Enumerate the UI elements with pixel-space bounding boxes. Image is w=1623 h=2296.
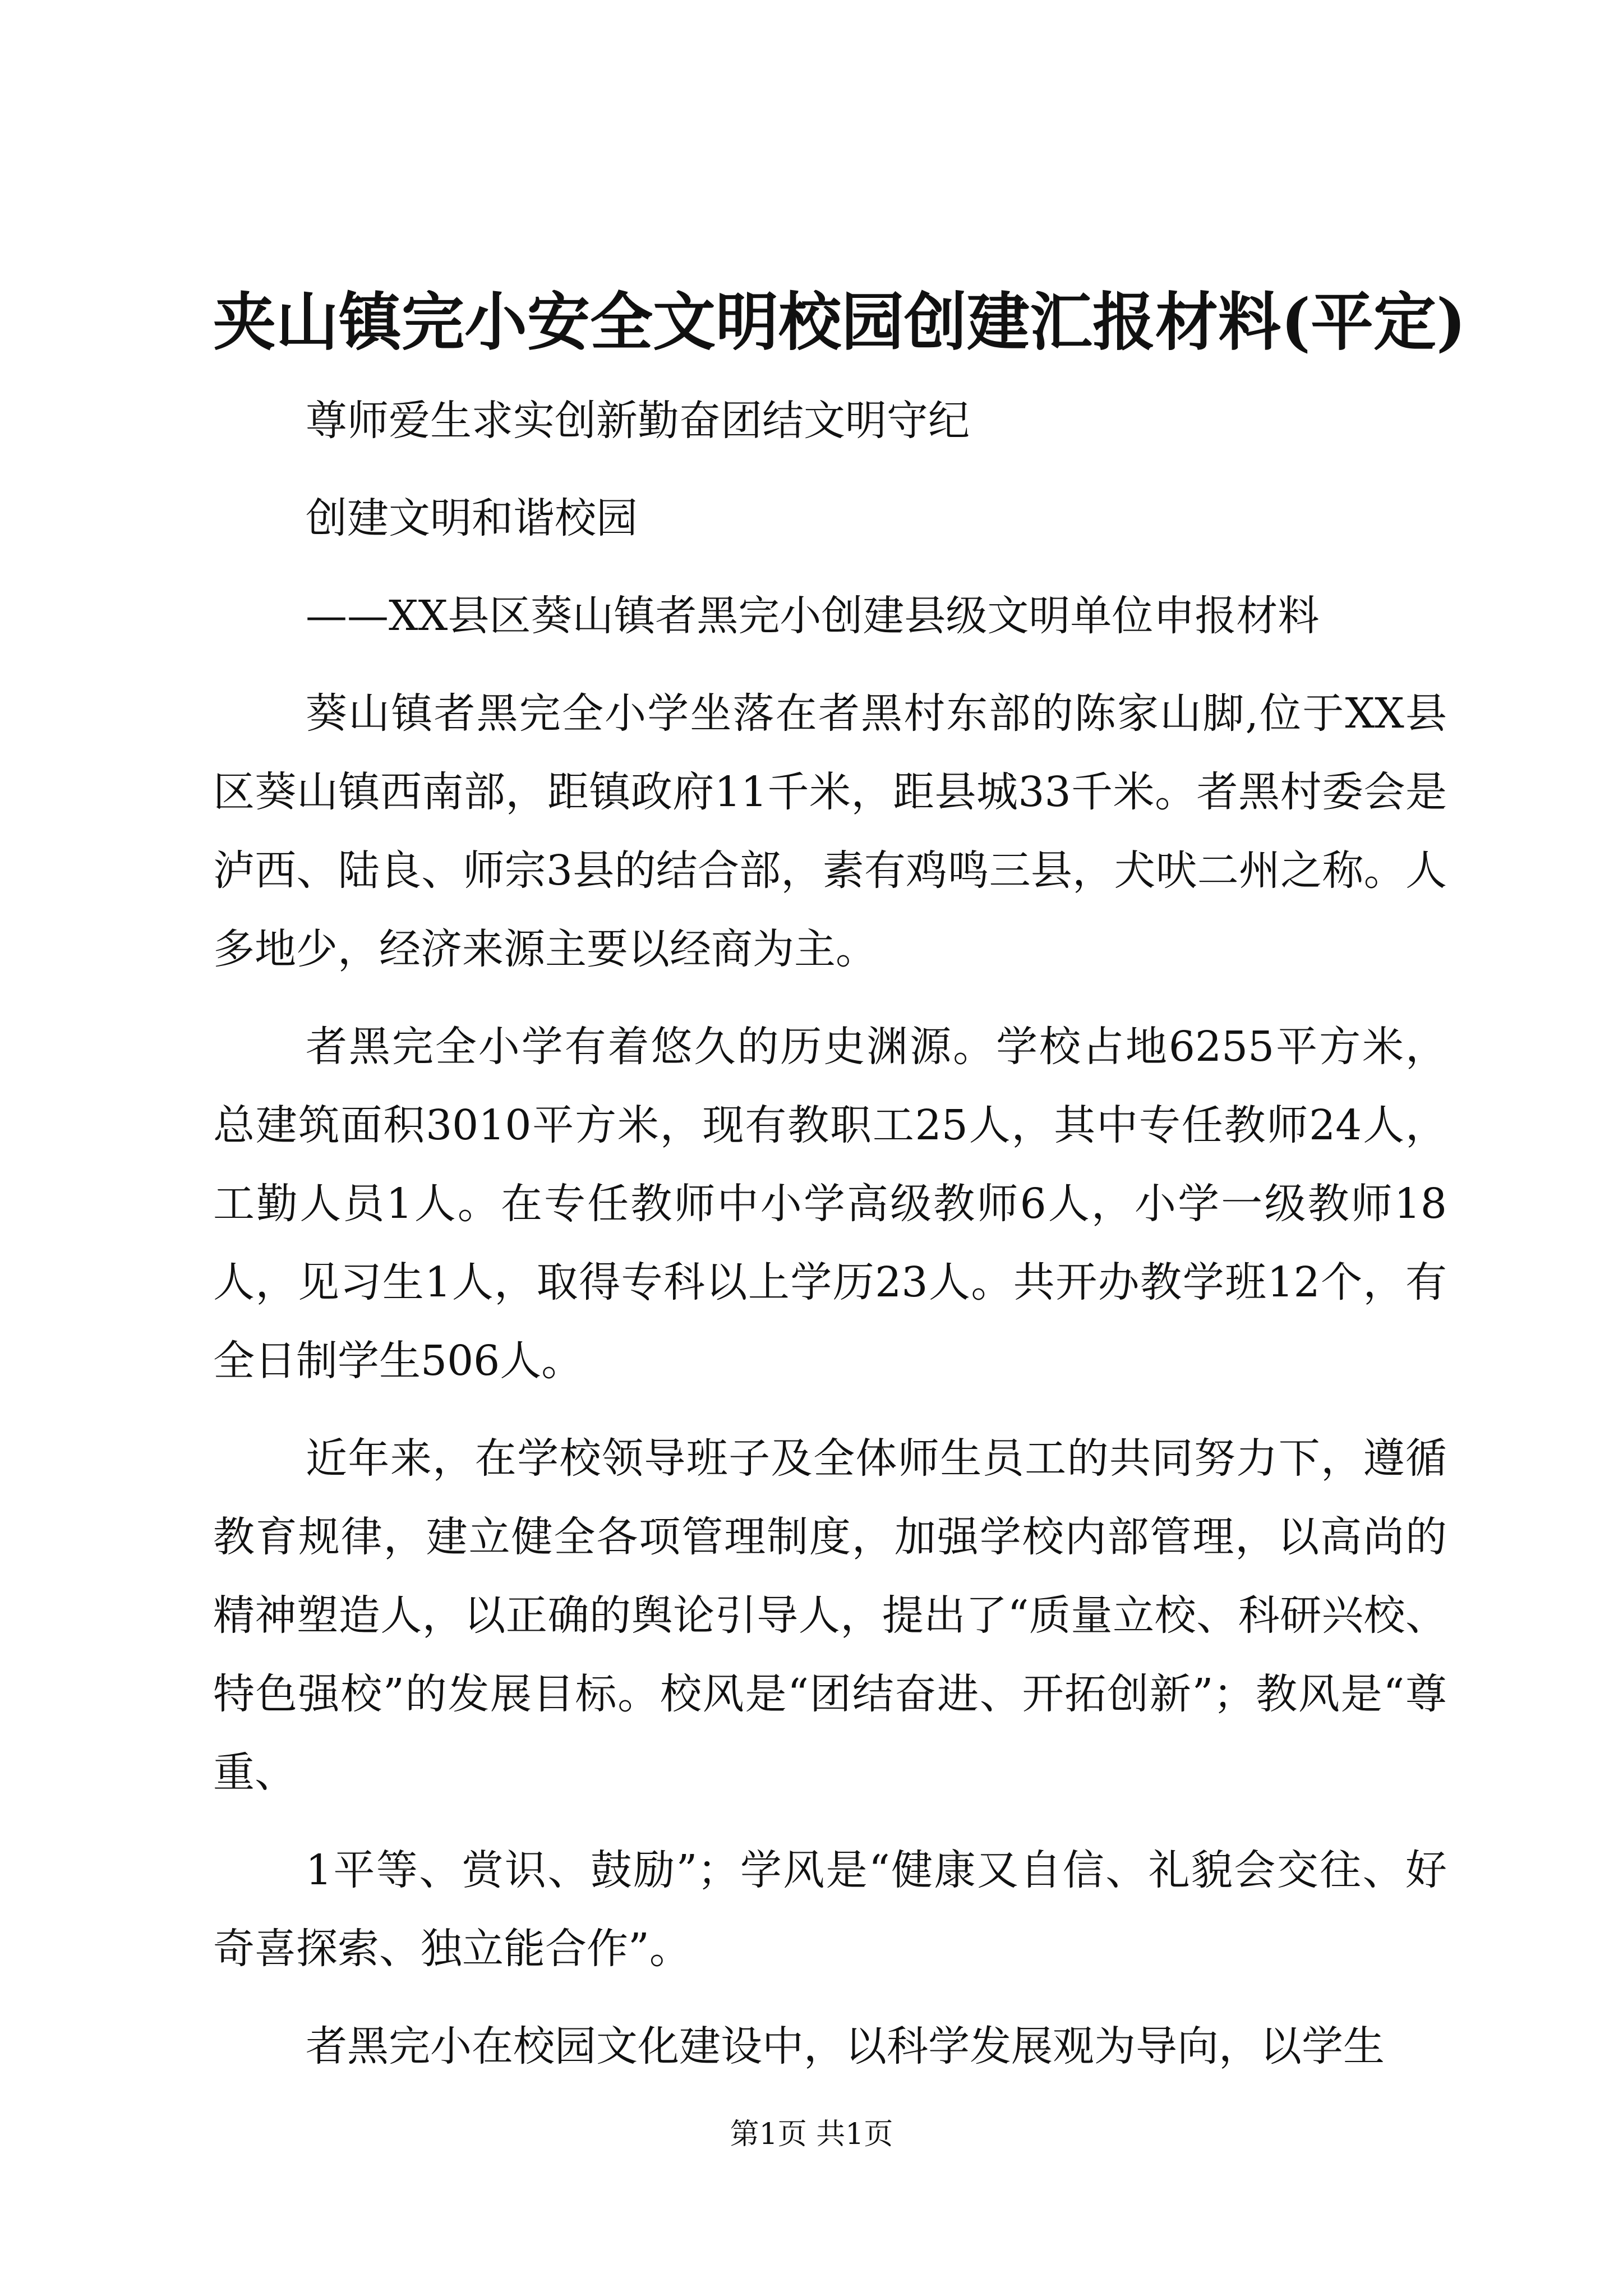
paragraph-recent-years: 近年来，在学校领导班子及全体师生员工的共同努力下，遵循教育规律，建立健全各项管理制度，加强学校内部管理，以高尚的精神塑造人，以正确的舆论引导人，提出了“质量立校、科研兴校、特色强校”的发展目标。校风是“团结奋进、开拓创新”；教风是“尊重、 [213,1434,1447,1797]
paragraph-campus-culture: 者黑完小在校园文化建设中，以科学发展观为导向，以学生 [306,2022,1385,2070]
paragraph-location: 葵山镇者黑完全小学坐落在者黑村东部的陈家山脚,位于XX县区葵山镇西南部，距镇政府11千米，距县城33千米。者黑村委会是泸西、陆良、师宗3县的结合部，素有鸡鸣三县，犬吠二州之称。人多地少，经济来源主要以经商为主。 [213,689,1447,973]
paragraph-history: 者黑完全小学有着悠久的历史渊源。学校占地6255平方米，总建筑面积3010平方米，现有教职工25人，其中专任教师24人，工勤人员1人。在专任教师中小学高级教师6人，小学一级教师18人，见习生1人，取得专科以上学历23人。共开办教学班12个，有全日制学生506人。 [213,1023,1447,1385]
document-body [213,381,1447,2086]
page-footer: 第1页 共1页 [730,2118,893,2151]
document-title: 夹山镇完小安全文明校园创建汇报材料(平定) [213,286,1466,359]
dash-line: ——XX县区葵山镇者黑完小创建县级文明单位申报材料 [306,592,1320,640]
motto-line: 尊师爱生求实创新勤奋团结文明守纪 [306,397,970,445]
subtitle-line: 创建文明和谐校园 [306,494,638,542]
paragraph-study-style: 1平等、赏识、鼓励”；学风是“健康又自信、礼貌会交往、好奇喜探索、独立能合作”。 [213,1846,1447,1973]
